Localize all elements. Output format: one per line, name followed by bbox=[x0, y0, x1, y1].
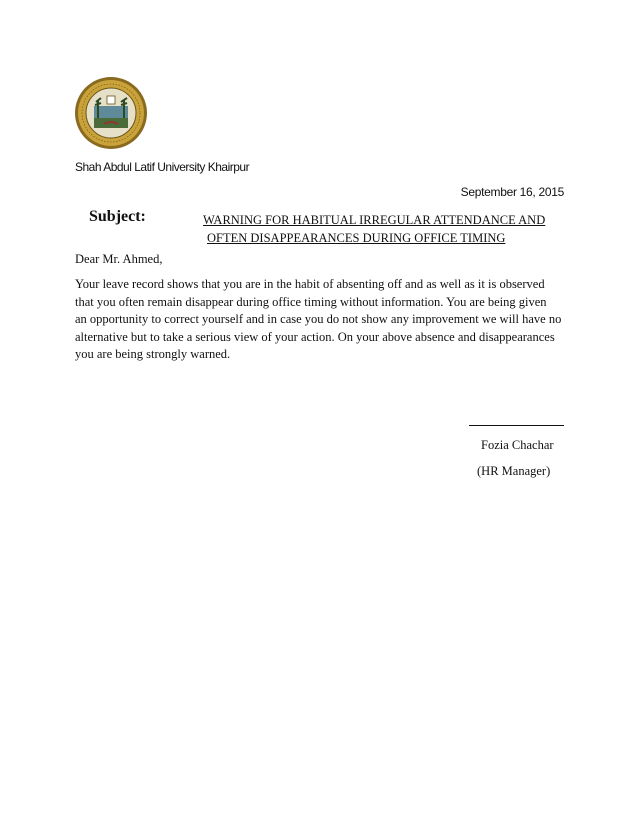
university-seal-icon bbox=[74, 76, 148, 150]
body-line: an opportunity to correct yourself and in case you do not show any improvement we will have no bbox=[75, 312, 562, 326]
organization-name: Shah Abdul Latif University Khairpur bbox=[75, 160, 250, 174]
letter-date: September 16, 2015 bbox=[460, 185, 564, 199]
body-line: you are being strongly warned. bbox=[75, 347, 231, 361]
body-line: alternative but to take a serious view of your action. On your above absence and disappearances bbox=[75, 329, 555, 344]
signature-line bbox=[469, 425, 564, 426]
signatory-name: Fozia Chachar bbox=[481, 438, 554, 452]
signatory-title: (HR Manager) bbox=[477, 464, 551, 478]
body-line: Your leave record shows that you are in the habit of absenting off and as well as it is observed bbox=[75, 277, 545, 291]
subject-label: Subject: bbox=[89, 208, 146, 225]
subject-line-2: OFTEN DISAPPEARANCES DURING OFFICE TIMING bbox=[207, 231, 506, 245]
subject-line-1: WARNING FOR HABITUAL IRREGULAR ATTENDANCE AND bbox=[203, 213, 546, 227]
salutation: Dear Mr. Ahmed, bbox=[75, 252, 163, 266]
body-line: that you often remain disappear during office timing without information. You are being given bbox=[75, 294, 547, 309]
letter-body bbox=[75, 276, 567, 364]
subject-text bbox=[203, 211, 563, 247]
